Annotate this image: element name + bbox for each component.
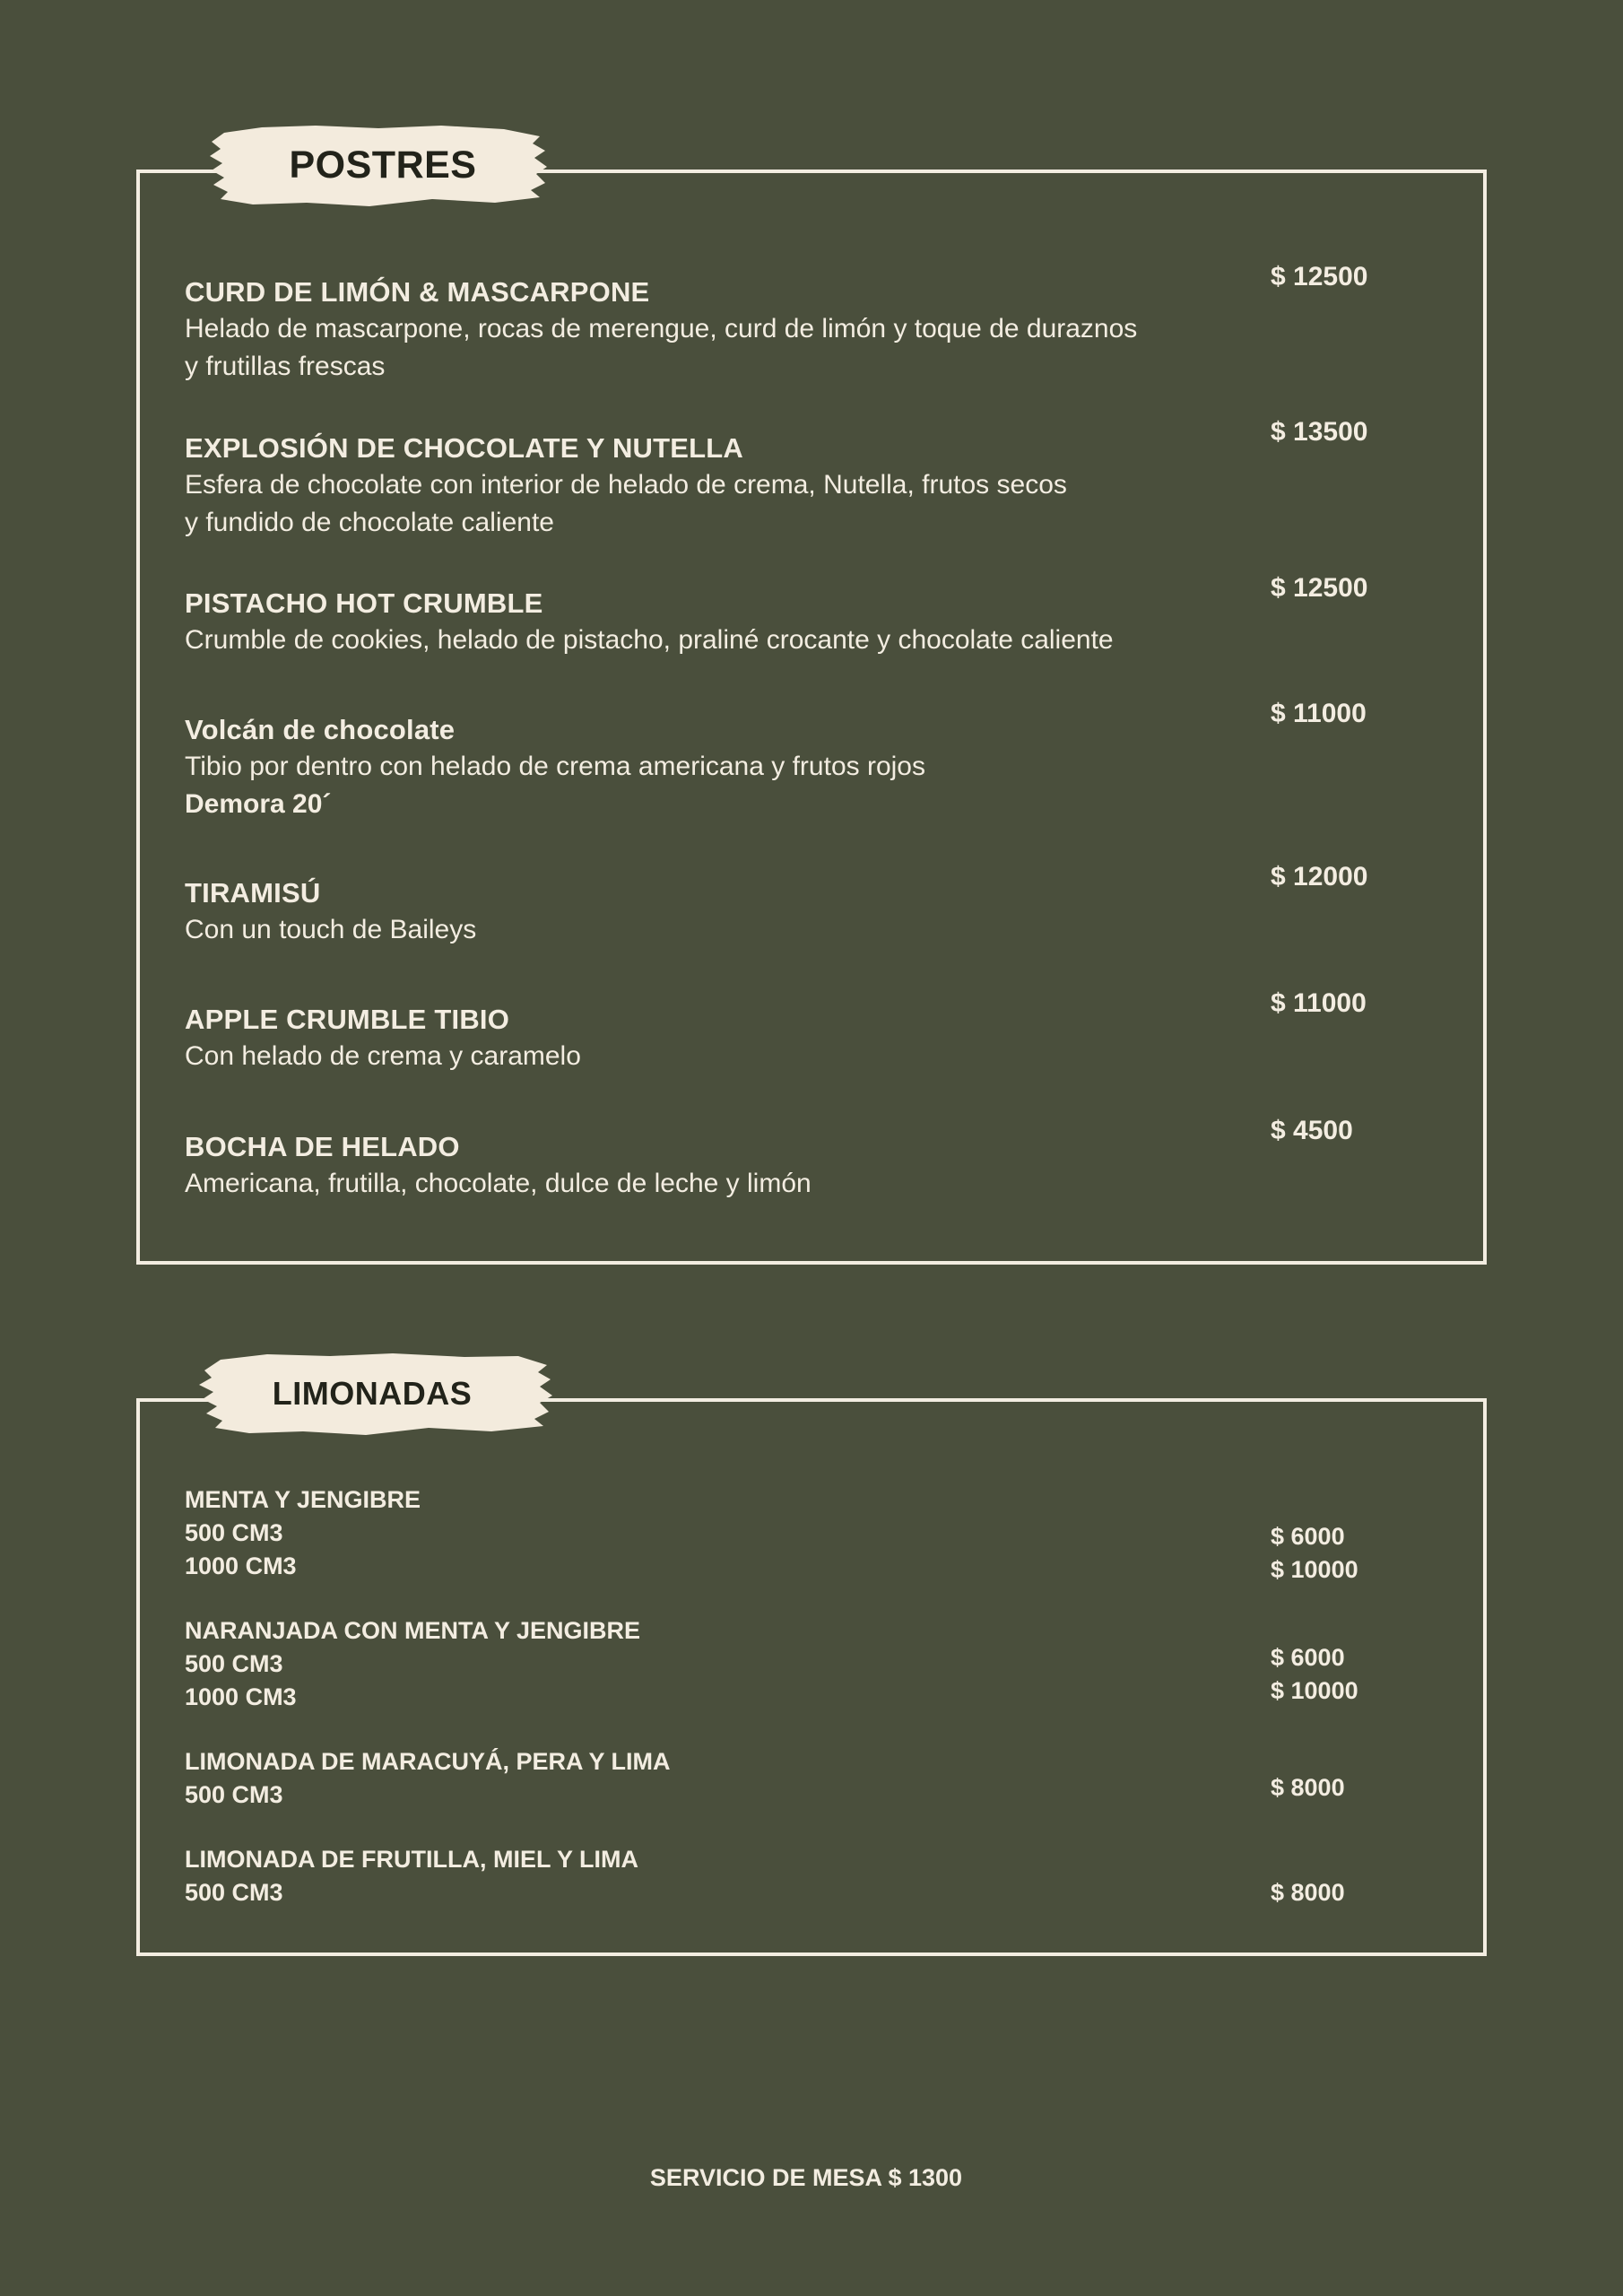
item-price: $ 11000 <box>1271 988 1367 1018</box>
drink-price: $ 10000 <box>1271 1556 1358 1583</box>
drink-item <box>185 1483 1171 1583</box>
menu-item <box>185 875 1216 949</box>
item-name: EXPLOSIÓN DE CHOCOLATE Y NUTELLA <box>185 432 744 464</box>
drink-price: $ 10000 <box>1271 1677 1358 1704</box>
item-price: $ 4500 <box>1271 1116 1353 1145</box>
menu-item <box>185 1002 1216 1075</box>
drink-size: 500 CM3 <box>185 1879 283 1906</box>
item-name: Volcán de chocolate <box>185 714 456 745</box>
item-price: $ 11000 <box>1271 699 1367 728</box>
item-description: Tibio por dentro con helado de crema americana y frutos rojos <box>185 752 925 781</box>
drink-name: NARANJADA CON MENTA Y JENGIBRE <box>185 1617 641 1644</box>
item-name: PISTACHO HOT CRUMBLE <box>185 587 543 619</box>
item-price: $ 12500 <box>1271 573 1368 603</box>
drink-name: LIMONADA DE FRUTILLA, MIEL Y LIMA <box>185 1846 638 1873</box>
item-description: y frutillas frescas <box>185 352 386 381</box>
item-note: Demora 20´ <box>185 789 332 819</box>
item-description: Americana, frutilla, chocolate, dulce de leche y limón <box>185 1169 812 1198</box>
item-name: CURD DE LIMÓN & MASCARPONE <box>185 276 650 308</box>
item-name: TIRAMISÚ <box>185 877 321 909</box>
drink-price: $ 8000 <box>1271 1879 1345 1906</box>
drink-size: 500 CM3 <box>185 1781 283 1808</box>
drink-name: LIMONADA DE MARACUYÁ, PERA Y LIMA <box>185 1748 671 1775</box>
drink-price: $ 8000 <box>1271 1774 1345 1801</box>
drink-size: 1000 CM3 <box>185 1683 297 1710</box>
menu-item <box>185 712 1216 823</box>
postres-title-tag <box>208 120 549 210</box>
drink-price: $ 6000 <box>1271 1644 1345 1671</box>
drink-size: 500 CM3 <box>185 1650 283 1677</box>
menu-item <box>185 1129 1216 1203</box>
item-price: $ 13500 <box>1271 417 1368 447</box>
item-description: Crumble de cookies, helado de pistacho, praliné crocante y chocolate caliente <box>185 625 1114 655</box>
item-description: Helado de mascarpone, rocas de merengue, curd de limón y toque de duraznos <box>185 314 1138 344</box>
limonadas-title: LIMONADAS <box>272 1375 473 1412</box>
limonadas-title-tag <box>195 1349 536 1439</box>
item-name: APPLE CRUMBLE TIBIO <box>185 1004 510 1035</box>
drink-item <box>185 1745 1171 1812</box>
item-price: $ 12500 <box>1271 262 1368 291</box>
menu-item <box>185 430 1216 542</box>
drink-size: 500 CM3 <box>185 1519 283 1546</box>
item-price: $ 12000 <box>1271 862 1368 891</box>
item-description: Esfera de chocolate con interior de helado de crema, Nutella, frutos secos <box>185 470 1067 500</box>
item-name: BOCHA DE HELADO <box>185 1131 460 1162</box>
item-description: Con helado de crema y caramelo <box>185 1041 581 1071</box>
drink-item <box>185 1843 1171 1909</box>
drink-size: 1000 CM3 <box>185 1552 297 1579</box>
postres-title: POSTRES <box>289 143 477 187</box>
drink-item <box>185 1614 1171 1714</box>
drink-price: $ 6000 <box>1271 1523 1345 1550</box>
menu-item <box>185 274 1216 386</box>
menu-item <box>185 586 1216 659</box>
table-service-charge: SERVICIO DE MESA $ 1300 <box>649 2164 963 2191</box>
item-description: y fundido de chocolate caliente <box>185 508 554 537</box>
item-description: Con un touch de Baileys <box>185 915 477 944</box>
drink-name: MENTA Y JENGIBRE <box>185 1486 421 1513</box>
